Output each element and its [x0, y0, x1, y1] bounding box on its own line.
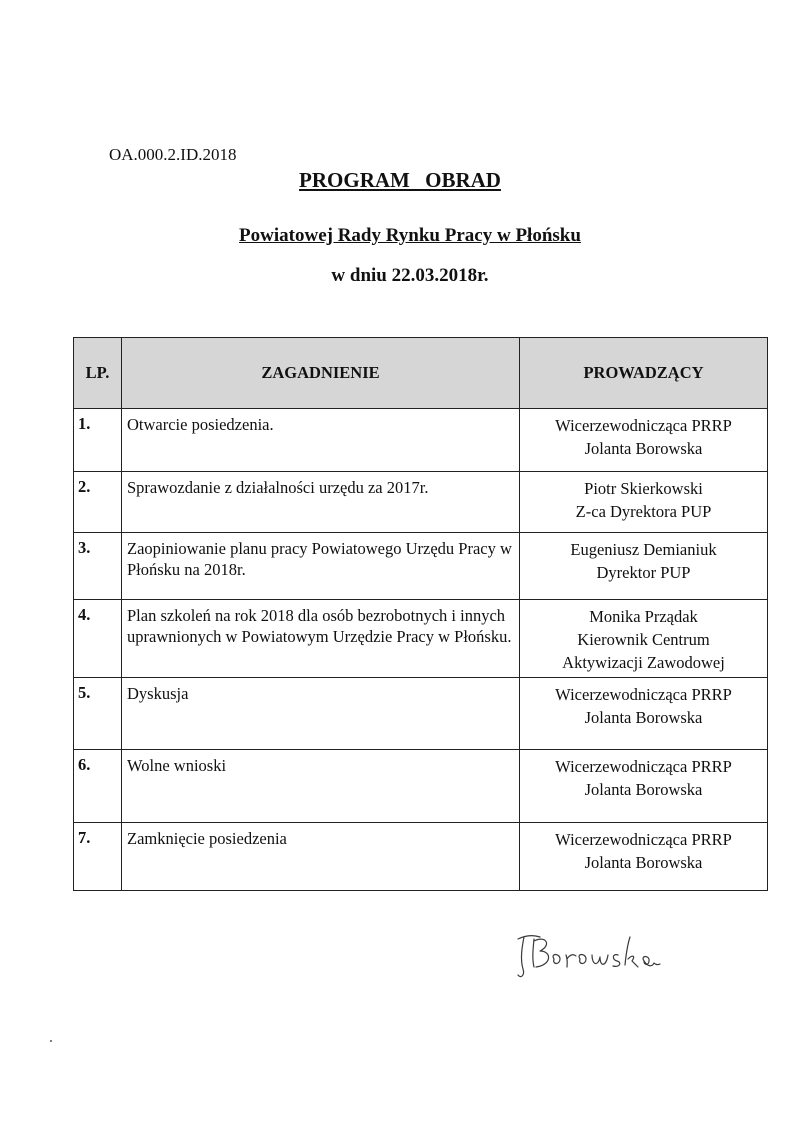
header-topic: ZAGADNIENIE [122, 338, 520, 409]
row-lead [520, 600, 768, 678]
document-reference: OA.000.2.ID.2018 [109, 145, 237, 164]
lead-line: Wicerzewodnicząca PRRP [555, 830, 732, 849]
lead-line: Z-ca Dyrektora PUP [575, 502, 712, 521]
lead-line: Kierownik Centrum [577, 630, 710, 649]
lead-line: Wicerzewodnicząca PRRP [555, 416, 732, 435]
row-lead [520, 409, 768, 472]
header-lead: PROWADZĄCY [520, 338, 768, 409]
table-row [74, 600, 768, 678]
lead-line: Wicerzewodnicząca PRRP [555, 757, 732, 776]
row-topic: Wolne wnioski [122, 750, 520, 823]
table-row [74, 472, 768, 533]
lead-line: Jolanta Borowska [584, 780, 703, 799]
row-topic: Dyskusja [122, 678, 520, 750]
scan-speck [50, 1040, 52, 1042]
row-topic: Otwarcie posiedzenia. [122, 409, 520, 472]
document-title: PROGRAM OBRAD [299, 168, 501, 192]
row-number: 6. [74, 750, 122, 823]
lead-line: Dyrektor PUP [596, 563, 691, 582]
header-lp: LP. [74, 338, 122, 409]
table-row [74, 823, 768, 891]
row-topic: Zaopiniowanie planu pracy Powiatowego Urzędu Pracy w Płońsku na 2018r. [122, 533, 520, 600]
document-subtitle: Powiatowej Rady Rynku Pracy w Płońsku [239, 225, 581, 246]
row-lead [520, 750, 768, 823]
table-header-row [74, 338, 768, 409]
table-row [74, 533, 768, 600]
lead-line: Monika Prządak [589, 607, 698, 626]
table-row [74, 678, 768, 750]
row-lead [520, 472, 768, 533]
lead-line: Aktywizacji Zawodowej [562, 653, 725, 672]
row-topic: Sprawozdanie z działalności urzędu za 2017r. [122, 472, 520, 533]
row-number: 7. [74, 823, 122, 891]
meeting-date: w dniu 22.03.2018r. [331, 265, 489, 286]
row-number: 1. [74, 409, 122, 472]
row-topic: Plan szkoleń na rok 2018 dla osób bezrobotnych i innych uprawnionych w Powiatowym Urzędzie Pracy w Płońsku. [122, 600, 520, 678]
row-topic: Zamknięcie posiedzenia [122, 823, 520, 891]
row-number: 3. [74, 533, 122, 600]
row-lead [520, 678, 768, 750]
row-number: 5. [74, 678, 122, 750]
lead-line: Wicerzewodnicząca PRRP [555, 685, 732, 704]
lead-line: Jolanta Borowska [584, 708, 703, 727]
row-lead [520, 533, 768, 600]
lead-line: Eugeniusz Demianiuk [570, 540, 717, 559]
lead-line: Jolanta Borowska [584, 439, 703, 458]
lead-line: Jolanta Borowska [584, 853, 703, 872]
table-row [74, 750, 768, 823]
handwritten-signature [512, 925, 662, 985]
row-number: 2. [74, 472, 122, 533]
row-number: 4. [74, 600, 122, 678]
row-lead [520, 823, 768, 891]
agenda-table [73, 337, 768, 891]
table-row [74, 409, 768, 472]
lead-line: Piotr Skierkowski [584, 479, 703, 498]
